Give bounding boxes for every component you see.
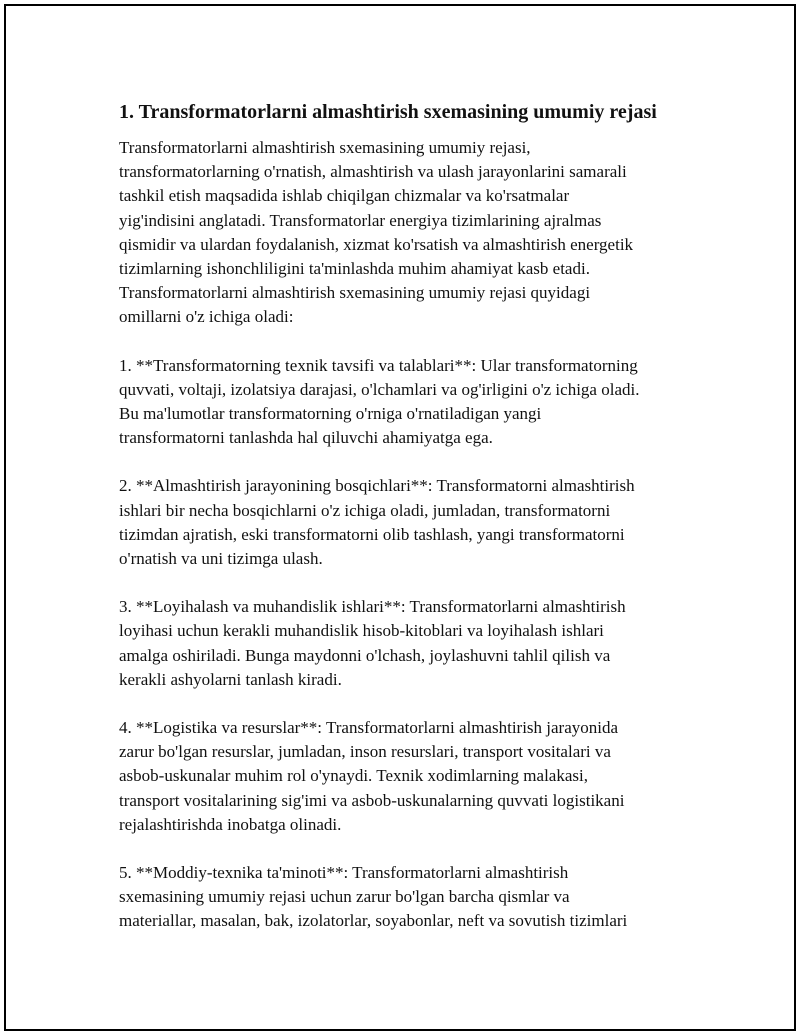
text-line: Transformatorlarni almashtirish sxemasining umumiy rejasi, — [119, 138, 531, 157]
text-line: 1. **Transformatorning texnik tavsifi va talablari**: Ular transformatorning — [119, 355, 638, 375]
text-line: Transformatorlarni almashtirish sxemasining umumiy rejasi quyidagi — [119, 283, 591, 303]
text-line: quvvati, voltaji, izolatsiya darajasi, o'lchamlari va og'irligini o'z ichiga oladi. — [119, 379, 640, 399]
text-line: kerakli ashyolarni tanlash kiradi. — [119, 669, 342, 689]
paragraph-item-2 — [119, 474, 699, 571]
document-body — [119, 98, 699, 958]
text-line: 4. **Logistika va resurslar**: Transformatorlarni almashtirish jarayonida — [119, 718, 619, 738]
text-line: loyihasi uchun kerakli muhandislik hisob-kitoblari va loyihalash ishlari — [119, 621, 604, 641]
text-line: tizimdan ajratish, eski transformatorni olib tashlash, yangi transformatorni — [119, 524, 625, 544]
text-line: zarur bo'lgan resurslar, jumladan, inson resurslari, transport vositalari va — [119, 742, 611, 762]
text-line: Bu ma'lumotlar transformatorning o'rniga o'rnatiladigan yangi — [119, 404, 542, 424]
text-line: ishlari bir necha bosqichlarni o'z ichiga oladi, jumladan, transformatorni — [119, 500, 611, 520]
text-line: transformatorni tanlashda hal qiluvchi ahamiyatga ega. — [119, 428, 493, 448]
text-line: qismidir va ulardan foydalanish, xizmat ko'rsatish va almashtirish energetik — [119, 234, 634, 254]
paragraph-intro — [119, 136, 699, 330]
text-line: materiallar, masalan, bak, izolatorlar, soyabonlar, neft va sovutish tizimlari — [119, 911, 628, 931]
text-line: yig'indisini anglatadi. Transformatorlar energiya tizimlarining ajralmas — [119, 210, 602, 230]
text-line: 3. **Loyihalash va muhandislik ishlari**: Transformatorlarni almashtirish — [119, 597, 626, 617]
text-line: 5. **Moddiy-texnika ta'minoti**: Transformatorlarni almashtirish — [119, 863, 569, 883]
text-line: tizimlarning ishonchliligini ta'minlashda muhim ahamiyat kasb etadi. — [119, 259, 590, 279]
paragraph-item-4 — [119, 716, 699, 837]
text-line: amalga oshiriladi. Bunga maydonni o'lchash, joylashuvni tahlil qilish va — [119, 645, 611, 665]
text-line: o'rnatish va uni tizimga ulash. — [119, 549, 323, 569]
text-line: tashkil etish maqsadida ishlab chiqilgan chizmalar va ko'rsatmalar — [119, 186, 570, 206]
text-line: 2. **Almashtirish jarayonining bosqichlari**: Transformatorni almashtirish — [119, 476, 635, 496]
text-line: transport vositalarining sig'imi va asbob-uskunalarning quvvati logistikani — [119, 790, 625, 810]
text-line: asbob-uskunalar muhim rol o'ynaydi. Texnik xodimlarning malakasi, — [119, 766, 588, 786]
text-line: sxemasining umumiy rejasi uchun zarur bo'lgan barcha qismlar va — [119, 887, 570, 907]
page-frame — [4, 4, 796, 1031]
paragraph-item-3 — [119, 595, 699, 692]
paragraph-item-1 — [119, 354, 699, 451]
text-line: omillarni o'z ichiga oladi: — [119, 307, 294, 327]
text-line: rejalashtirishda inobatga olinadi. — [119, 814, 342, 834]
document-title: 1. Transformatorlarni almashtirish sxemasining umumiy rejasi — [119, 101, 657, 123]
paragraph-item-5 — [119, 861, 699, 934]
text-line: transformatorlarning o'rnatish, almashtirish va ulash jarayonlarini samarali — [119, 162, 627, 182]
